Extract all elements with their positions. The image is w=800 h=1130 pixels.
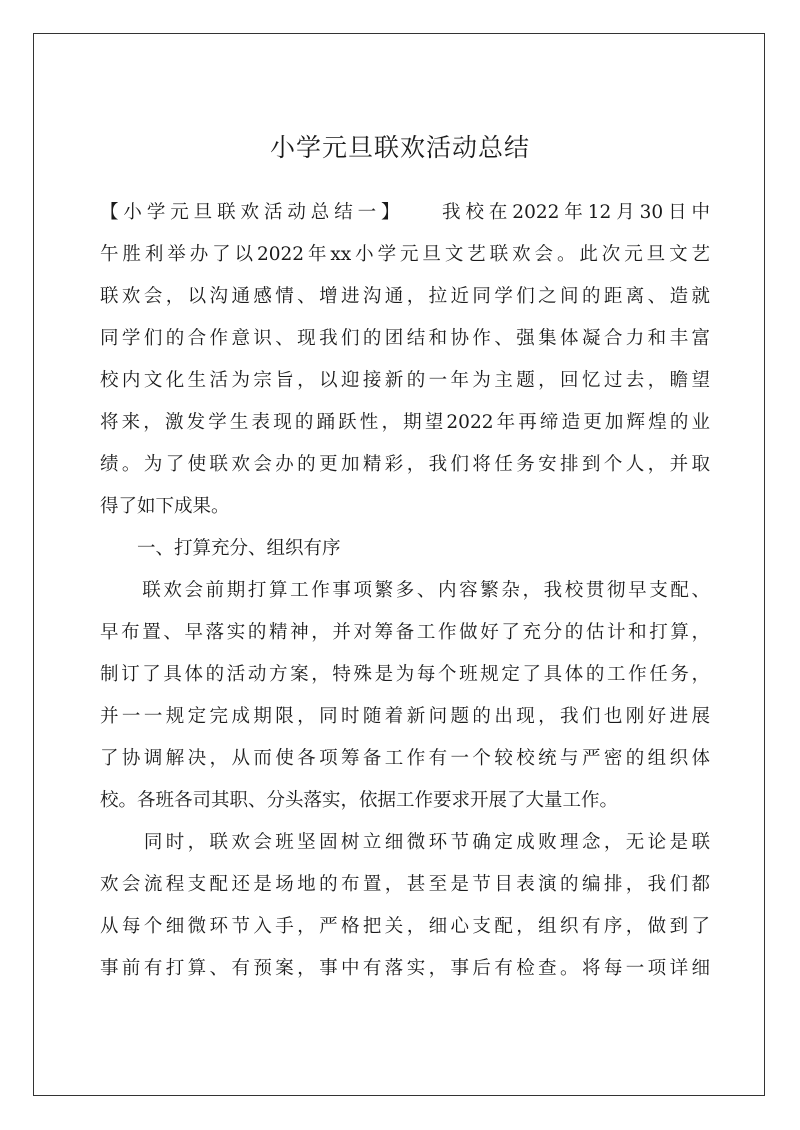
text-line: 早布置、早落实的精神，并对筹备工作做好了充分的估计和打算， [100, 622, 710, 643]
text-line: 校内文化生活为宗旨，以迎接新的一年为主题，回忆过去，瞻望 [100, 370, 710, 391]
text-line: 了协调解决，从而使各项筹备工作有一个较校统与严密的组织体 [100, 748, 710, 769]
text-line: 绩。为了使联欢会办的更加精彩，我们将任务安排到个人，并取 [100, 454, 710, 475]
text-line: 【小学元旦联欢活动总结一】 我校在2022年12月30日中 [100, 202, 710, 223]
text-line: 联欢会，以沟通感情、增进沟通，拉近同学们之间的距离、造就 [100, 286, 710, 307]
section-heading: 一、打算充分、组织有序 [100, 538, 341, 559]
text-line: 欢会流程支配还是场地的布置，甚至是节目表演的编排，我们都 [100, 874, 710, 895]
text-line: 得了如下成果。 [100, 496, 230, 517]
text-line: 从每个细微环节入手，严格把关，细心支配，组织有序，做到了 [100, 916, 710, 937]
text-line: 校。各班各司其职、分头落实，依据工作要求开展了大量工作。 [100, 790, 619, 811]
text-line: 联欢会前期打算工作事项繁多、内容繁杂，我校贯彻早支配、 [100, 580, 710, 601]
page-title: 小学元旦联欢活动总结 [269, 133, 530, 162]
text-line: 制订了具体的活动方案，特殊是为每个班规定了具体的工作任务， [100, 664, 710, 685]
text-line: 同时，联欢会班坚固树立细微环节确定成败理念，无论是联 [100, 832, 710, 853]
text-line: 将来，激发学生表现的踊跃性，期望2022年再缔造更加辉煌的业 [100, 412, 710, 433]
text-line: 事前有打算、有预案，事中有落实，事后有检查。将每一项详细 [100, 958, 710, 979]
text-line: 并一一规定完成期限，同时随着新问题的出现，我们也刚好进展 [100, 706, 710, 727]
text-line: 午胜利举办了以2022年xx小学元旦文艺联欢会。此次元旦文艺 [100, 244, 710, 265]
text-line: 同学们的合作意识、现我们的团结和协作、强集体凝合力和丰富 [100, 328, 710, 349]
